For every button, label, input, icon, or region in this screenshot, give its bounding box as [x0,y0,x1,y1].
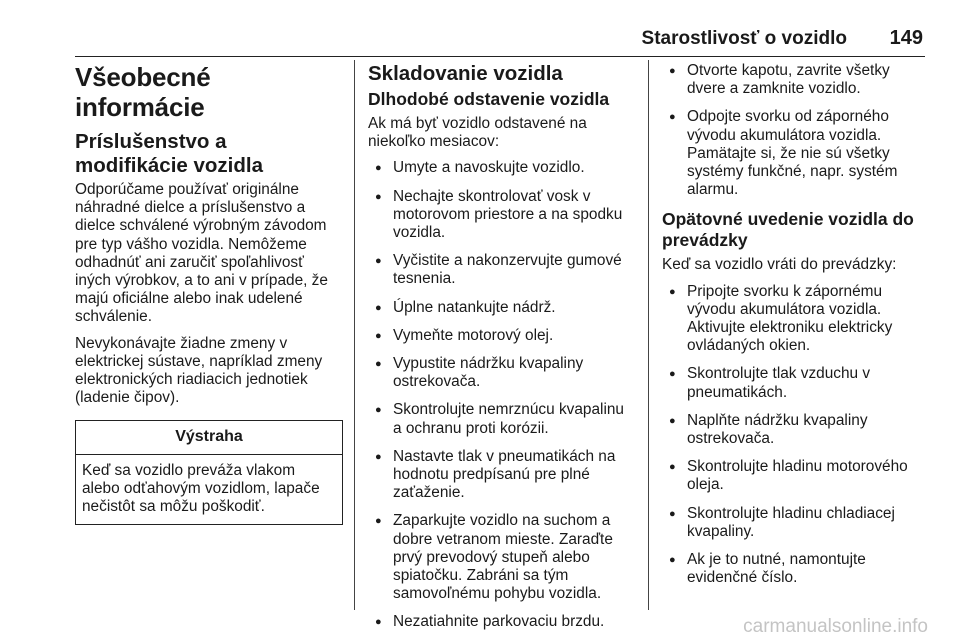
long-term-storage-heading: Dlhodobé odstavenie vozidla [368,89,610,109]
list-item: ● Úplne natankujte nádrž. [368,299,636,317]
storage-list [368,159,636,631]
list-item: ● Pripojte svorku k zápornému vývodu akumulátora vozidla. Aktivujte elektroniku elektricky ovládaných okien. [662,283,930,356]
list-item: ● Otvorte kapotu, zavrite všetky dvere a zamknite vozidlo. [662,62,930,98]
page-number: 149 [889,27,923,49]
warning-title: Výstraha [76,421,342,454]
list-item: ● Nastavte tlak v pneumatikách na hodnotu predpísanú pre plné zaťaženie. [368,448,636,503]
recommissioning-intro: Keď sa vozidlo vráti do prevádzky: [662,256,897,274]
warning-text: Keď sa vozidlo preváža vlakom alebo odťahovým vozidlom, lapače nečistôt sa môžu poškodiť. [82,461,320,516]
list-item: ● Skontrolujte hladinu chladiacej kvapaliny. [662,505,930,541]
chapter-heading: Všeobecné informácie [75,62,211,122]
list-item: ● Vypustite nádržku kvapaliny ostrekovača. [368,355,636,391]
storage-heading: Skladovanie vozidla [368,62,563,85]
list-item: ● Odpojte svorku od záporného vývodu akumulátora vozidla. Pamätajte si, že nie sú všetky systémy funkčné, napr. systém alarmu. [662,108,930,199]
column-2 [368,62,636,642]
list-item: ● Ak je to nutné, namontujte evidenčné číslo. [662,551,930,587]
list-item: ● Vymeňte motorový olej. [368,327,636,345]
recommissioning-heading: Opätovné uvedenie vozidla do prevádzky [662,209,914,251]
list-item: ● Skontrolujte nemrznúcu kvapalinu a ochranu proti korózii. [368,401,636,437]
electrical-paragraph: Nevykonávajte žiadne zmeny v elektrickej sústave, napríklad zmeny elektronických riadiacich jednotiek (ladenie čipov). [75,334,323,407]
column-3 [662,62,930,597]
watermark: carmanualsonline.info [743,616,928,637]
column-divider-1 [354,60,355,610]
accessories-heading: Príslušenstvo a modifikácie vozidla [75,130,263,177]
list-item: ● Naplňte nádržku kvapaliny ostrekovača. [662,412,930,448]
list-item: ● Nezatiahnite parkovaciu brzdu. [368,613,636,631]
column-1 [75,62,343,525]
list-item: ● Nechajte skontrolovať vosk v motorovom priestore a na spodku vozidla. [368,188,636,243]
list-item: ● Zaparkujte vozidlo na suchom a dobre vetranom mieste. Zaraďte prvý prevodový stupeň alebo spiatočku. Zabráni sa tým samovoľnému pohybu vozidla. [368,512,636,603]
column-divider-2 [648,60,649,610]
page-header [75,24,925,57]
warning-box [75,420,343,525]
list-item: ● Skontrolujte hladinu motorového oleja. [662,458,930,494]
recommissioning-list [662,283,930,588]
section-title: Starostlivosť o vozidlo [641,28,847,49]
storage-intro: Ak má byť vozidlo odstavené na niekoľko mesiacov: [368,115,587,151]
list-item: ● Vyčistite a nakonzervujte gumové tesnenia. [368,252,636,288]
list-item: ● Skontrolujte tlak vzduchu v pneumatikách. [662,365,930,401]
list-item: ● Umyte a navoskujte vozidlo. [368,159,636,177]
accessories-paragraph: Odporúčame používať originálne náhradné dielce a príslušenstvo a dielce schválené výrobným závodom pre typ vášho vozidla. Nemôžeme odhadnúť ani zaručiť spoľahlivosť iných výrobkov, a to ani v prípade, že majú oficiálne alebo inak udelené schválenie. [75,181,328,326]
storage-list-continued [662,62,930,199]
